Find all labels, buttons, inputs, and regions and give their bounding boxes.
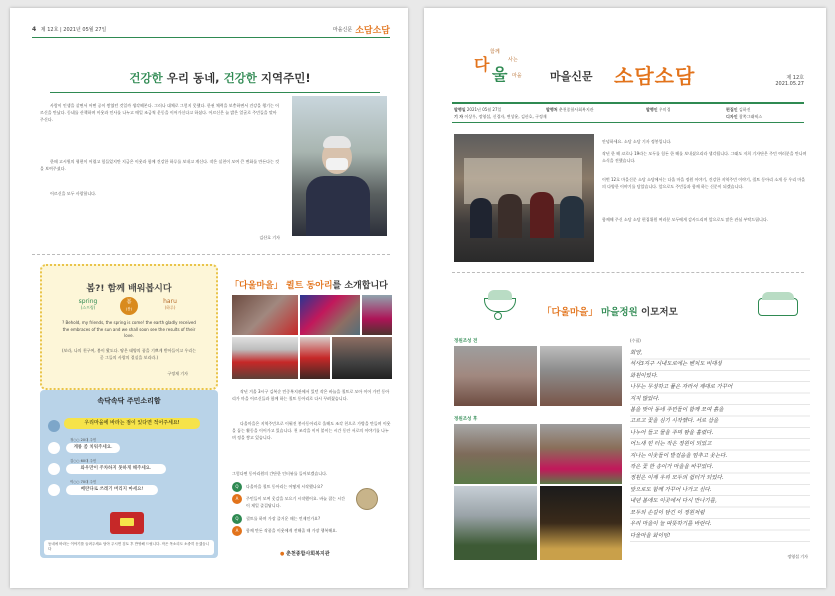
title-highlight: 건강한 bbox=[129, 71, 163, 85]
org-label: 춘천종합사회복지관 bbox=[286, 551, 330, 557]
chat-message: 계룡 좀 치워주세요. bbox=[66, 443, 120, 453]
page-number: 4 bbox=[32, 26, 37, 33]
quilt-photo bbox=[362, 295, 392, 335]
masthead-value: 김하진 bbox=[738, 107, 751, 112]
spring-ko: (스프링) bbox=[80, 305, 96, 310]
chat-name: 김○○ 60대 주민 bbox=[70, 459, 97, 463]
title-highlight: 건강한 bbox=[223, 71, 257, 85]
garden-title-b: 마을정원 bbox=[597, 307, 638, 318]
essay-line: 나무는 무성하고 풀은 자라서 제대로 가꾸어 bbox=[630, 384, 733, 391]
spring-word bbox=[76, 298, 100, 311]
logo-small: 함께 bbox=[490, 49, 500, 55]
garden-after-photo bbox=[540, 424, 622, 484]
garden-after-photo bbox=[454, 486, 537, 560]
garden-before-photo bbox=[540, 346, 622, 406]
quilt-photo bbox=[300, 337, 330, 379]
greeting: 안녕하세요. 소담 소담 기자 정봉입니다. bbox=[602, 139, 672, 144]
essay-line: 모두의 손길이 담긴 이 정원처럼 bbox=[630, 509, 705, 516]
club-title bbox=[230, 278, 388, 291]
logo-char: 다 bbox=[474, 55, 490, 74]
question: 퀼트를 하며 가장 즐거운 때는 언제인가요? bbox=[246, 516, 321, 521]
essay-line: 내년 봄에도 이곳에서 다시 만나기를, bbox=[630, 498, 717, 505]
quilt-photo bbox=[300, 295, 360, 335]
club-body: 작년 겨울 3시구 김복순 민중복지관에서 있던 작은 바늘을 퀼트로 모아 이어 가던 동아리가 마을 어르신들과 함께 하는 퀼트 동아리로 다시 꾸려졌습니다. bbox=[232, 389, 390, 401]
elder-photo bbox=[292, 96, 387, 236]
essay-line: 정원은 이제 우리 모두의 쉼터가 되었다. bbox=[630, 475, 724, 482]
before-label: 정원조성 전 bbox=[454, 339, 478, 344]
garden-before-photo bbox=[454, 346, 537, 406]
club-title-c: 를 소개합니다 bbox=[332, 281, 388, 291]
issue-info bbox=[775, 74, 804, 87]
essay-label: (수필) bbox=[630, 338, 641, 343]
daul-logo bbox=[474, 48, 534, 88]
masthead-rule bbox=[452, 102, 804, 104]
right-page bbox=[424, 8, 826, 588]
poem-translation: (보라, 나의 친구여, 봄이 왔도다. 땅은 태양의 품을 기쁘게 받아들이고 우리는 곧 그들의 사랑의 결실을 보리라.) bbox=[61, 348, 196, 360]
article-body: 사람이 인생을 살면서 어떤 공이 쌓였던 것일까 생각해본다. 그러나 대체로 그렇지 못했다. 한권 체력을 보충하면서 건강을 챙기는 어르신을 만났다. 동네를 산책하며 이웃과 인사를 나누고 매일 조금씩 운동을 이어가신다고 하셨다. 어르신은 늘 밝은 얼굴로 주민들을 맞아 주신다. bbox=[40, 103, 279, 122]
article-body-2: 한때 고시원의 형편이 어렵고 힘들었지만 지금은 이웃과 함께 건강한 하루를 보내고 계신다. 작은 실천이 모여 큰 변화를 만든다는 것을 보여주셨다. bbox=[40, 159, 279, 171]
essay-line: 작은 꽃 한 송이가 마을을 바꾸었다. bbox=[630, 464, 714, 471]
q-icon: Q bbox=[232, 514, 242, 524]
org-name: ● 춘천종합사회복지관 bbox=[280, 551, 330, 557]
greeting-3: 이번 12호 마을신문 소담 소담에서는 다울 마을 정원 이야기, 건강한 지역주민 이야기, 퀼트 동아리 소개 등 우리 마을의 다양한 이야기를 담았습니다. 앞으로도 주민들과 함께 하는 신문이 되겠습니다. bbox=[602, 177, 806, 189]
garden-after-photo bbox=[540, 486, 622, 560]
article-body-3: 어르신을 모두 사랑합니다. bbox=[50, 191, 97, 196]
masthead-key: 디자인 bbox=[726, 114, 738, 119]
after-label: 정원조성 후 bbox=[454, 417, 478, 422]
spring-en: spring bbox=[78, 298, 98, 305]
garden-cart-icon bbox=[754, 290, 804, 324]
bom-label: 봄 bbox=[126, 299, 132, 305]
chat-message: 우리마을에 바라는 점이 있다면 적어주세요! bbox=[64, 418, 200, 429]
avatar bbox=[48, 442, 60, 454]
yarn-ball-icon bbox=[356, 488, 378, 510]
garden-title bbox=[542, 304, 678, 318]
title-part: 지역주민! bbox=[256, 71, 311, 85]
masthead-rule-bottom bbox=[452, 122, 804, 123]
essay-line: 회양, bbox=[630, 350, 643, 356]
chat-header: 속닥속닥 주민소리함 bbox=[97, 397, 161, 405]
section-divider bbox=[32, 254, 390, 255]
logo-small: 사는 bbox=[508, 57, 518, 63]
masthead-key: 기 자 bbox=[454, 114, 464, 119]
essay-line: 고르고 꽃을 심기 시작했다. 서로 삽을 bbox=[630, 418, 719, 425]
left-brand bbox=[333, 23, 390, 36]
wheelbarrow-icon bbox=[480, 288, 526, 324]
essay-line: 어느새 빈 터는 작은 정원이 되었고 bbox=[630, 441, 712, 448]
reporters-photo bbox=[454, 134, 594, 262]
question: 다울마을 퀼트 동아리는 어떻게 시작했나요? bbox=[246, 484, 323, 489]
masthead-value: 2021년 05월 27일 bbox=[466, 107, 502, 112]
logo-small: 마을 bbox=[512, 73, 522, 79]
haru-word bbox=[158, 298, 182, 311]
chat-name: 이○○ 70대 주민 bbox=[70, 480, 97, 484]
chat-box bbox=[40, 390, 218, 558]
handwritten-essay bbox=[630, 348, 810, 542]
haru-label: haru bbox=[163, 298, 177, 305]
article-title bbox=[50, 70, 390, 86]
answer: 함께 만든 작품을 이웃에게 전해줄 때 가장 행복해요. bbox=[246, 528, 338, 533]
chat-name: 정○○ 20대 주민 bbox=[70, 438, 97, 442]
masthead-key: 발행일 bbox=[454, 107, 466, 112]
a-icon: A bbox=[232, 526, 242, 536]
club-title-a: 「다울마을」 bbox=[230, 281, 283, 291]
left-page bbox=[10, 8, 408, 588]
byline: 김산호 기자 bbox=[259, 235, 280, 240]
poem-box bbox=[40, 264, 218, 390]
garden-title-a: 「다울마을」 bbox=[542, 307, 598, 318]
chat-message: 베란다로 쓰레기 버리지 마세요! bbox=[66, 485, 158, 495]
masthead bbox=[454, 106, 814, 120]
issue-date: 2021.05.27 bbox=[775, 81, 804, 87]
essay-line: 우리 마을이 늘 따뜻하기를 바란다. bbox=[630, 521, 712, 528]
header-rule bbox=[32, 37, 390, 38]
a-icon: A bbox=[232, 494, 242, 504]
brand-logo: 소담소담 bbox=[355, 26, 390, 36]
q-icon: Q bbox=[232, 482, 242, 492]
masthead-value: 참쪽그래픽스 bbox=[738, 114, 763, 119]
masthead-key: 편집인 bbox=[726, 107, 738, 112]
brand-small: 마을신문 bbox=[332, 27, 353, 33]
essay-line: 다울마을 화이팅! bbox=[630, 532, 671, 539]
paper-logo: 소담소담 bbox=[614, 64, 696, 88]
club-title-b: 퀼트 동아리 bbox=[282, 281, 333, 291]
masthead-key: 발행처 bbox=[546, 107, 558, 112]
title-part: 우리 동네, bbox=[162, 71, 224, 85]
section-divider bbox=[452, 272, 804, 273]
masthead-value: 우미경 bbox=[658, 107, 671, 112]
poem-credit: 구정재 기자 bbox=[167, 371, 188, 376]
club-body-2: 다울마을은 지역주민으로 이뤄진 봉사동아리로 올해도 조각 천으로 가방을 만들며 이웃을 돕는 활동을 이어가고 있습니다. 천 조각을 이어 붙이는 시간 동안 서로의 이야기를 나누며 정을 쌓고 있습니다. bbox=[232, 421, 391, 440]
essay-line: 화원이었다. bbox=[630, 372, 658, 379]
chat-input: 동네에 바라는 이야기를 들려주세요 담아 주시면 검토 후 반영해 드립니다. 작은 목소리도 소중히 듣겠습니다 bbox=[44, 540, 214, 555]
haru-sub: (하루) bbox=[164, 305, 176, 310]
issue-number: 제 12호 bbox=[786, 75, 804, 81]
interview bbox=[232, 482, 392, 546]
essay-line: 지나는 이웃들이 발걸음을 멈추고 웃는다. bbox=[630, 452, 728, 459]
garden-byline: 정영섭 기자 bbox=[787, 554, 808, 559]
masthead-value: 춘천종합사회복지관 bbox=[558, 107, 594, 112]
bom-badge bbox=[120, 297, 138, 315]
essay-line: 지지 않았다. bbox=[630, 395, 660, 402]
greeting-2: 작년 한 해 코로나 19라는 모두를 힘든 한 해를 보내셨으리라 생각됩니다. 그래도 저희 기자단은 주민 여러분을 만나며 소식을 전했습니다. bbox=[602, 151, 807, 163]
poem-text: ? Behold, my friends, the spring is come! the earth gladly received the embraces of the sun and we shall soon see the results of their love. bbox=[62, 320, 196, 338]
quilt-photo bbox=[232, 295, 298, 335]
mailbox-icon bbox=[110, 512, 144, 534]
chat-message: 와우만이 주차하지 못하게 해주세요. bbox=[66, 464, 166, 474]
left-header bbox=[32, 26, 106, 33]
avatar bbox=[48, 463, 60, 475]
masthead-value: 이상우, 정영섭, 신경자, 변상윤, 김산호, 구정재 bbox=[464, 114, 547, 119]
club-body-3: 그렇다면 동아리원의 간단한 인터뷰를 들어보겠습니다. bbox=[232, 471, 328, 476]
avatar bbox=[48, 484, 60, 496]
logo-char: 울 bbox=[492, 65, 508, 84]
greeting-4: 함께해 주신 소담 소담 편집위원 여러분 모두에게 감사드리며 앞으로도 많은 관심 부탁드립니다. bbox=[602, 217, 768, 222]
quilt-photo bbox=[232, 337, 298, 379]
essay-line: 앞으로도 함께 가꾸어 나가고 싶다. bbox=[630, 486, 712, 493]
bom-sub: (봄) bbox=[125, 307, 133, 311]
paper-name: 마을신문 bbox=[550, 70, 593, 83]
poem-title: 봄?! 함께 배워봅시다 bbox=[86, 284, 172, 294]
answer: 주민들이 모여 옷감을 모으기 시작했어요. 바늘 잡는 시간이 제일 즐겁답니다. bbox=[246, 496, 346, 508]
title-rule bbox=[50, 92, 380, 93]
avatar bbox=[48, 420, 60, 432]
garden-title-c: 이모저모 bbox=[637, 307, 678, 318]
quilt-photo bbox=[332, 337, 392, 379]
issue-date: 제 12호 | 2021년 05월 27일 bbox=[40, 27, 107, 33]
masthead-key: 발행인 bbox=[646, 107, 658, 112]
essay-line: 나누어 들고 물을 주며 땀을 흘렸다. bbox=[630, 429, 714, 436]
garden-after-photo bbox=[454, 424, 537, 484]
essay-line: 봄을 맞아 동네 주민들이 함께 모여 흙을 bbox=[630, 407, 724, 414]
essay-line: 석사3지구 시내도로에는 벤치도 비대성 bbox=[630, 361, 722, 368]
